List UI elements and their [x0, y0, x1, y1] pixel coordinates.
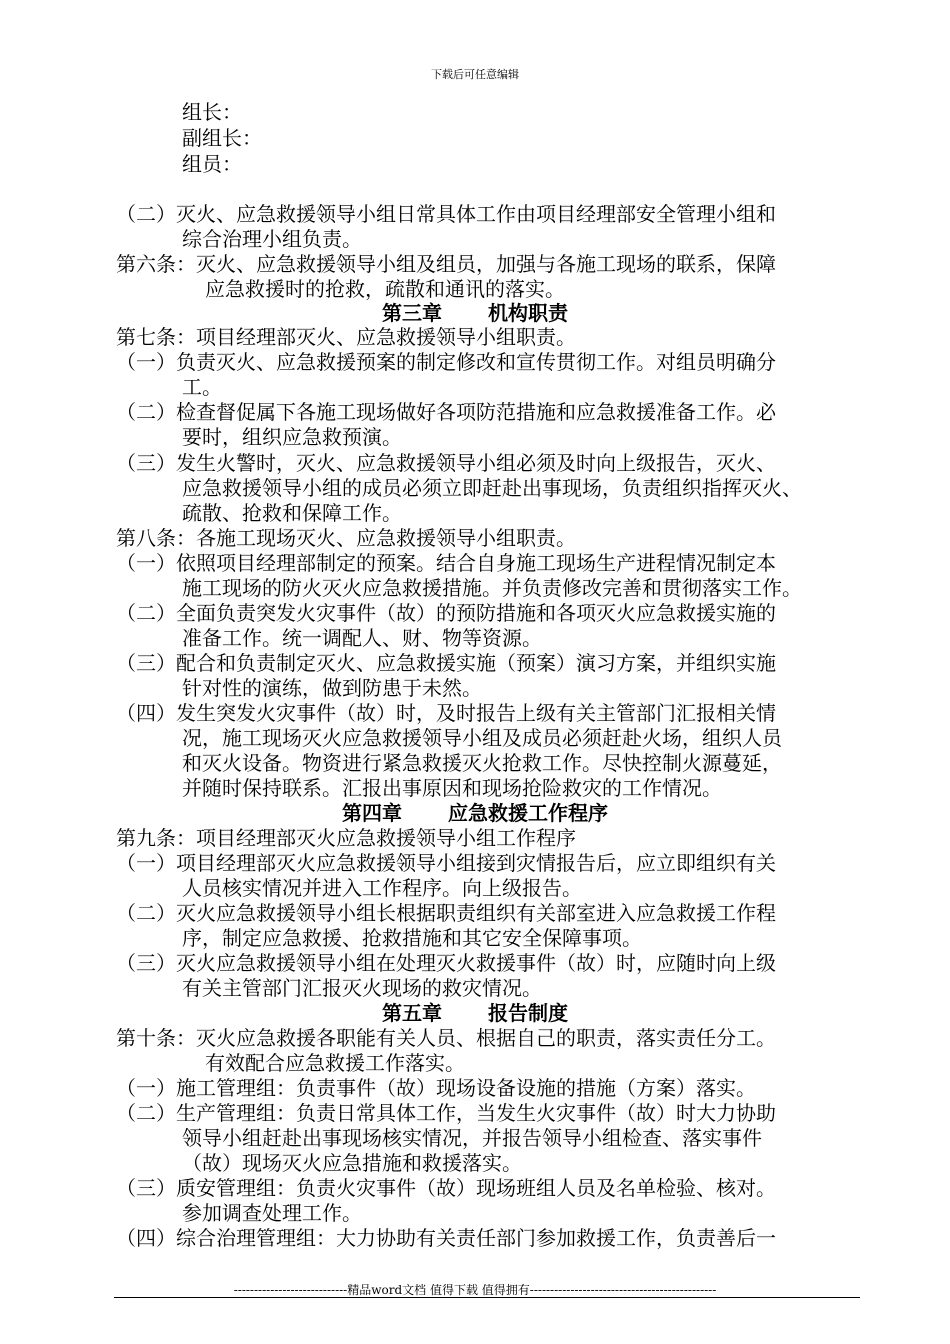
text-line: （故）现场灭火应急措施和救援落实。	[182, 1151, 522, 1175]
text-line: 和灭火设备。物资进行紧急救援灭火抢救工作。尽快控制火源蔓延，	[182, 751, 782, 775]
text-line: （四）综合治理管理组：大力协助有关责任部门参加救援工作，负责善后一	[116, 1226, 776, 1250]
text-line: 领导小组赶赴出事现场核实情况，并报告领导小组检查、落实事件	[182, 1126, 762, 1150]
text-line: （四）发生突发火灾事件（故）时，及时报告上级有关主管部门汇报相关情	[116, 701, 776, 725]
text-line: （三）质安管理组：负责火灾事件（故）现场班组人员及名单检验、核对。	[116, 1176, 776, 1200]
text-line: 副组长：	[182, 126, 262, 150]
text-line: 疏散、抢救和保障工作。	[182, 501, 402, 525]
text-line: 况，施工现场灭火应急救援领导小组及成员必须赶赴火场，组织人员	[182, 726, 782, 750]
chapter-number: 第四章	[342, 801, 402, 825]
text-line: （一）施工管理组：负责事件（故）现场设备设施的措施（方案）落实。	[116, 1076, 756, 1100]
text-line: 综合治理小组负责。	[182, 227, 362, 251]
text-line: 第八条：各施工现场灭火、应急救援领导小组职责。	[116, 526, 576, 550]
text-line: 第九条：项目经理部灭火应急救援领导小组工作程序	[116, 826, 576, 850]
text-line: 序，制定应急救援、抢救措施和其它安全保障事项。	[182, 926, 642, 950]
chapter-heading	[0, 801, 950, 825]
text-line: （一）依照项目经理部制定的预案。结合自身施工现场生产进程情况制定本	[116, 551, 776, 575]
text-line: 准备工作。统一调配人、财、物等资源。	[182, 626, 542, 650]
page-footer: ----------------------------精品word文档 值得下载 值得拥有----------------------------------------------	[233, 1283, 717, 1297]
text-line: （二）生产管理组：负责日常具体工作，当发生火灾事件（故）时大力协助	[116, 1101, 776, 1125]
chapter-title: 报告制度	[488, 1001, 568, 1025]
text-line: 第七条：项目经理部灭火、应急救援领导小组职责。	[116, 325, 576, 349]
text-line: 第六条：灭火、应急救援领导小组及组员，加强与各施工现场的联系，保障	[116, 252, 776, 276]
text-line: （一）项目经理部灭火应急救援领导小组接到灾情报告后，应立即组织有关	[116, 851, 776, 875]
text-line: 人员核实情况并进入工作程序。向上级报告。	[182, 876, 582, 900]
text-line: 组长：	[182, 100, 242, 124]
chapter-heading	[0, 301, 950, 325]
chapter-number: 第三章	[382, 301, 442, 325]
text-line: （一）负责灭火、应急救援预案的制定修改和宣传贯彻工作。对组员明确分	[116, 350, 776, 374]
text-line: （二）检查督促属下各施工现场做好各项防范措施和应急救援准备工作。必	[116, 400, 776, 424]
text-line: 应急救援时的抢救，疏散和通讯的落实。	[205, 277, 565, 301]
chapter-heading	[0, 1001, 950, 1025]
text-line: 组员：	[182, 152, 242, 176]
text-line: （三）灭火应急救援领导小组在处理灭火救援事件（故）时，应随时向上级	[116, 951, 776, 975]
footer-rule	[114, 1297, 860, 1298]
text-line: 有关主管部门汇报灭火现场的救灾情况。	[182, 976, 542, 1000]
text-line: 参加调查处理工作。	[182, 1201, 362, 1225]
text-line: 要时，组织应急救预演。	[182, 425, 402, 449]
text-line: 施工现场的防火灭火应急救援措施。并负责修改完善和贯彻落实工作。	[182, 576, 802, 600]
text-line: 有效配合应急救援工作落实。	[205, 1051, 465, 1075]
text-line: （二）灭火应急救援领导小组长根据职责组织有关部室进入应急救援工作程	[116, 901, 776, 925]
text-line: 并随时保持联系。汇报出事原因和现场抢险救灾的工作情况。	[182, 776, 722, 800]
text-line: （三）配合和负责制定灭火、应急救援实施（预案）演习方案，并组织实施	[116, 651, 776, 675]
text-line: 针对性的演练，做到防患于未然。	[182, 676, 482, 700]
chapter-title: 机构职责	[488, 301, 568, 325]
text-line: （三）发生火警时，灭火、应急救援领导小组必须及时向上级报告，灭火、	[116, 451, 776, 475]
text-line: 第十条：灭火应急救援各职能有关人员、根据自己的职责，落实责任分工。	[116, 1026, 776, 1050]
text-line: （二）灭火、应急救援领导小组日常具体工作由项目经理部安全管理小组和	[116, 202, 776, 226]
text-line: 应急救援领导小组的成员必须立即赶赴出事现场，负责组织指挥灭火、	[182, 476, 802, 500]
text-line: （二）全面负责突发火灾事件（故）的预防措施和各项灭火应急救援实施的	[116, 601, 776, 625]
chapter-number: 第五章	[382, 1001, 442, 1025]
chapter-title: 应急救援工作程序	[448, 801, 608, 825]
text-line: 工。	[182, 375, 222, 399]
page-header: 下载后可任意编辑	[431, 68, 519, 81]
